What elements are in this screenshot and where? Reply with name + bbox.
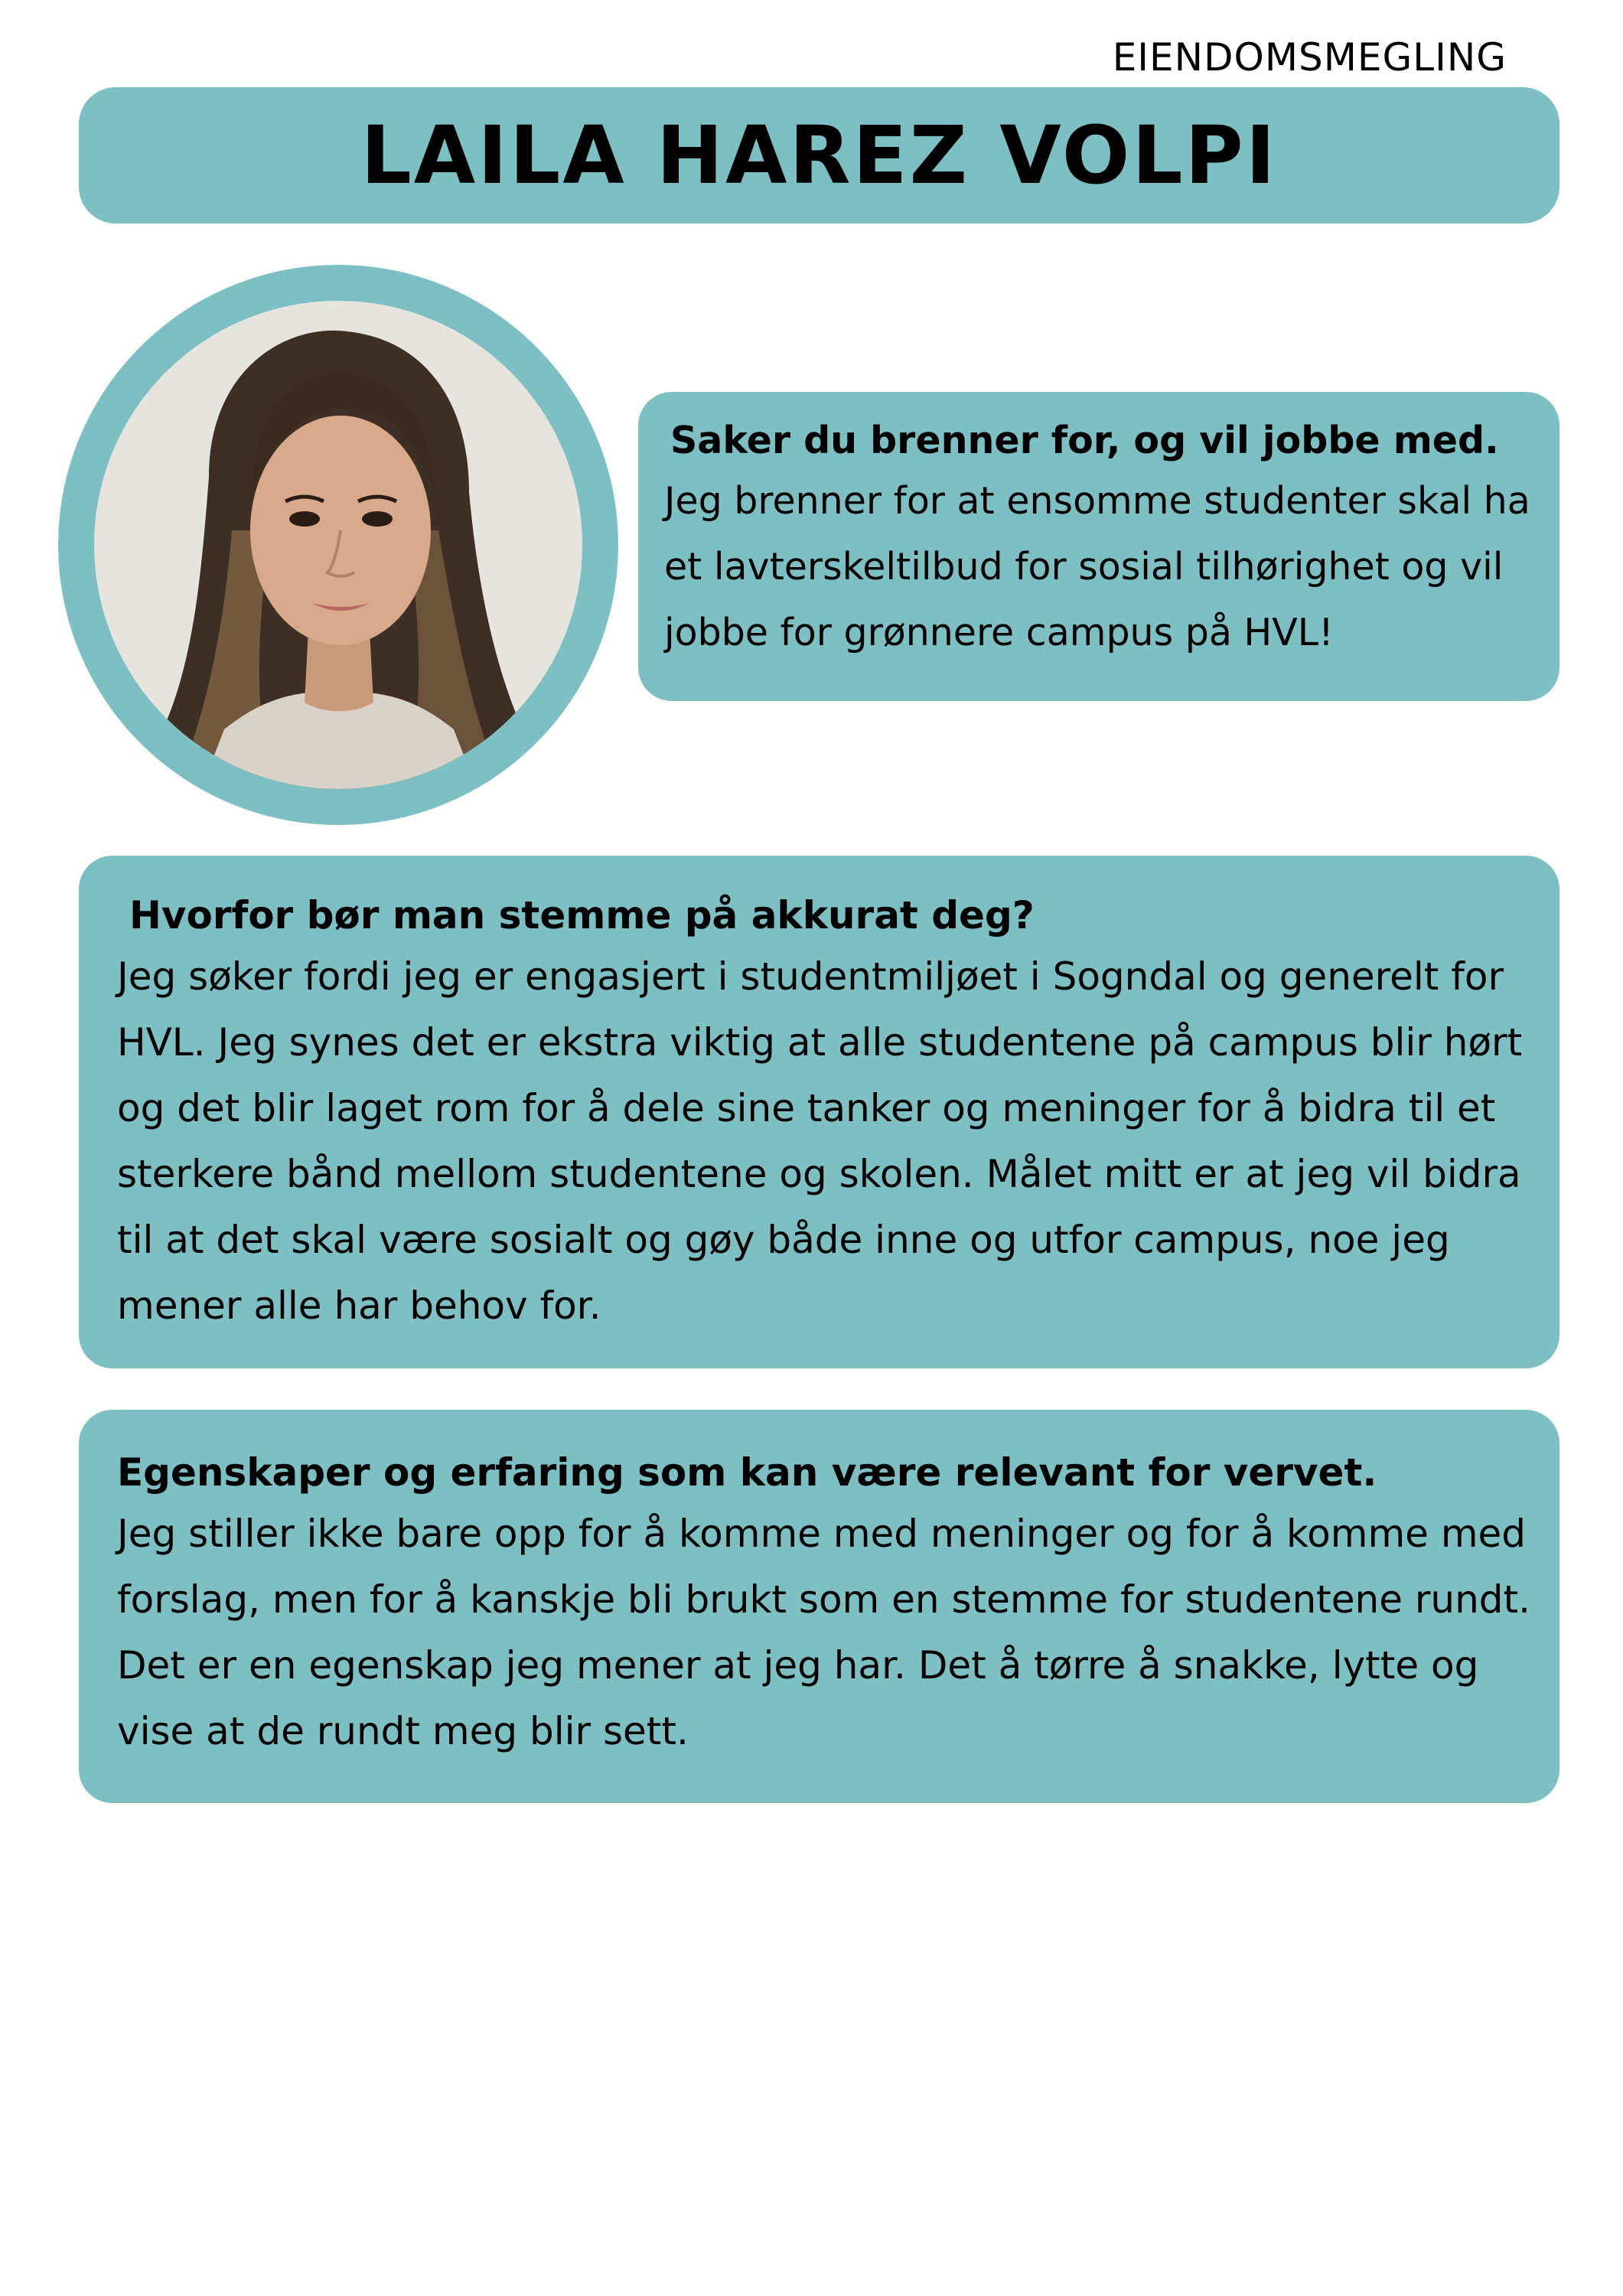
passion-card: [638, 392, 1559, 701]
program-label: EIENDOMSMEGLING: [1112, 35, 1507, 80]
candidate-photo: [94, 301, 582, 789]
skills-card: [79, 1410, 1559, 1803]
candidate-name: LAILA HAREZ VOLPI: [360, 109, 1278, 202]
why-vote-heading: Hvorfor bør man stemme på akkurat deg?: [129, 893, 1035, 938]
skills-text: Jeg stiller ikke bare opp for å komme med meninger og for å komme med forslag, men for å kanskje bli brukt som en stemme for studentene rundt. Det er en egenskap jeg mener at jeg har. Det å tørre å snakke, lytte og vise at de rundt meg blir sett.: [117, 1512, 1531, 1753]
passion-heading: Saker du brenner for, og vil jobbe med.: [670, 419, 1499, 462]
passion-text: Jeg brenner for at ensomme studenter skal ha et lavterskeltilbud for sosial tilhørighet og vil jobbe for grønnere campus på HVL!: [664, 478, 1530, 654]
why-vote-text: Jeg søker fordi jeg er engasjert i studentmiljøet i Sogndal og generelt for HVL. Jeg synes det er ekstra viktig at alle studentene på campus blir hørt og det blir laget rom for å dele sine tanker og meninger for å bidra til et sterkere bånd mellom studentene og skolen. Målet mitt er at jeg vil bidra til at det skal være sosialt og gøy både inne og utfor campus, noe jeg mener alle har behov for.: [117, 954, 1523, 1328]
name-banner: [79, 87, 1559, 223]
why-vote-card: [79, 856, 1559, 1368]
skills-heading: Egenskaper og erfaring som kan være relevant for vervet.: [117, 1450, 1377, 1495]
